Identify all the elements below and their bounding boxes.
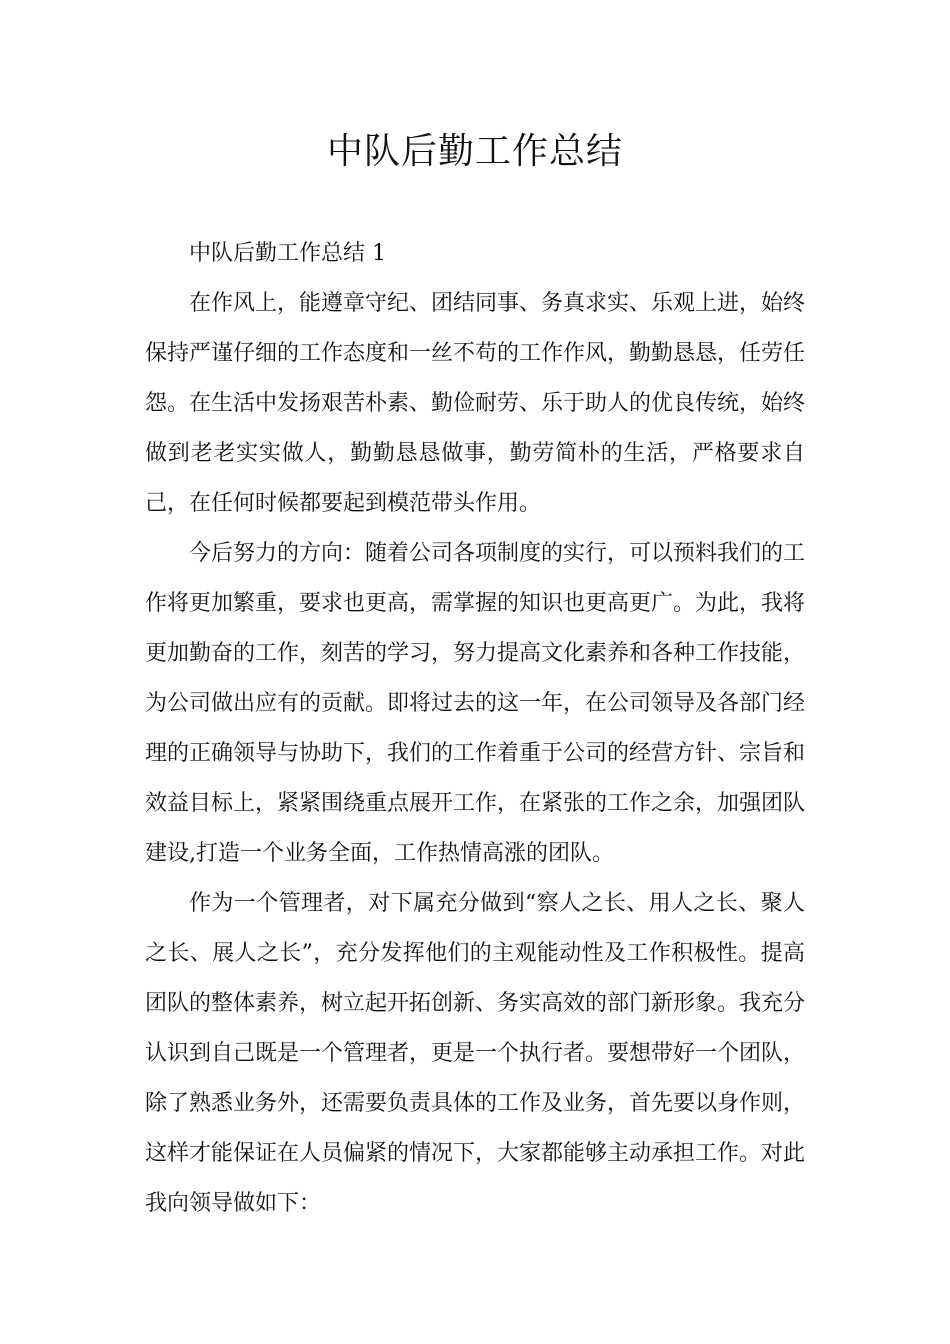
- section-heading: 中队后勤工作总结 1: [189, 241, 386, 266]
- document-body: [145, 229, 805, 1229]
- document-title: 中队后勤工作总结: [326, 131, 623, 172]
- paragraph: 今后努力的方向：随着公司各项制度的实行，可以预料我们的工作将更加繁重，要求也更高，需掌握的知识也更高更广。为此，我将更加勤奋的工作，刻苦的学习，努力提高文化素养和各种工作技能，为公司做出应有的贡献。即将过去的这一年，在公司领导及各部门经理的正确领导与协助下，我们的工作着重于公司的经营方针、宗旨和效益目标上，紧紧围绕重点展开工作，在紧张的工作之余，加强团队建设,打造一个业务全面，工作热情高涨的团队。: [145, 541, 806, 866]
- paragraph: 作为一个管理者，对下属充分做到“察人之长、用人之长、聚人之长、展人之长”，充分发挥他们的主观能动性及工作积极性。提高团队的整体素养，树立起开拓创新、务实高效的部门新形象。我充分认识到自己既是一个管理者，更是一个执行者。要想带好一个团队，除了熟悉业务外，还需要负责具体的工作及业务，首先要以身作则，这样才能保证在人员偏紧的情况下，大家都能够主动承担工作。对此我向领导做如下：: [145, 891, 806, 1216]
- paragraph: 在作风上，能遵章守纪、团结同事、务真求实、乐观上进，始终保持严谨仔细的工作态度和一丝不苟的工作作风，勤勤恳恳，任劳任怨。在生活中发扬艰苦朴素、勤俭耐劳、乐于助人的优良传统，始终做到老老实实做人，勤勤恳恳做事，勤劳简朴的生活，严格要求自己，在任何时候都要起到模范带头作用。: [145, 291, 806, 516]
